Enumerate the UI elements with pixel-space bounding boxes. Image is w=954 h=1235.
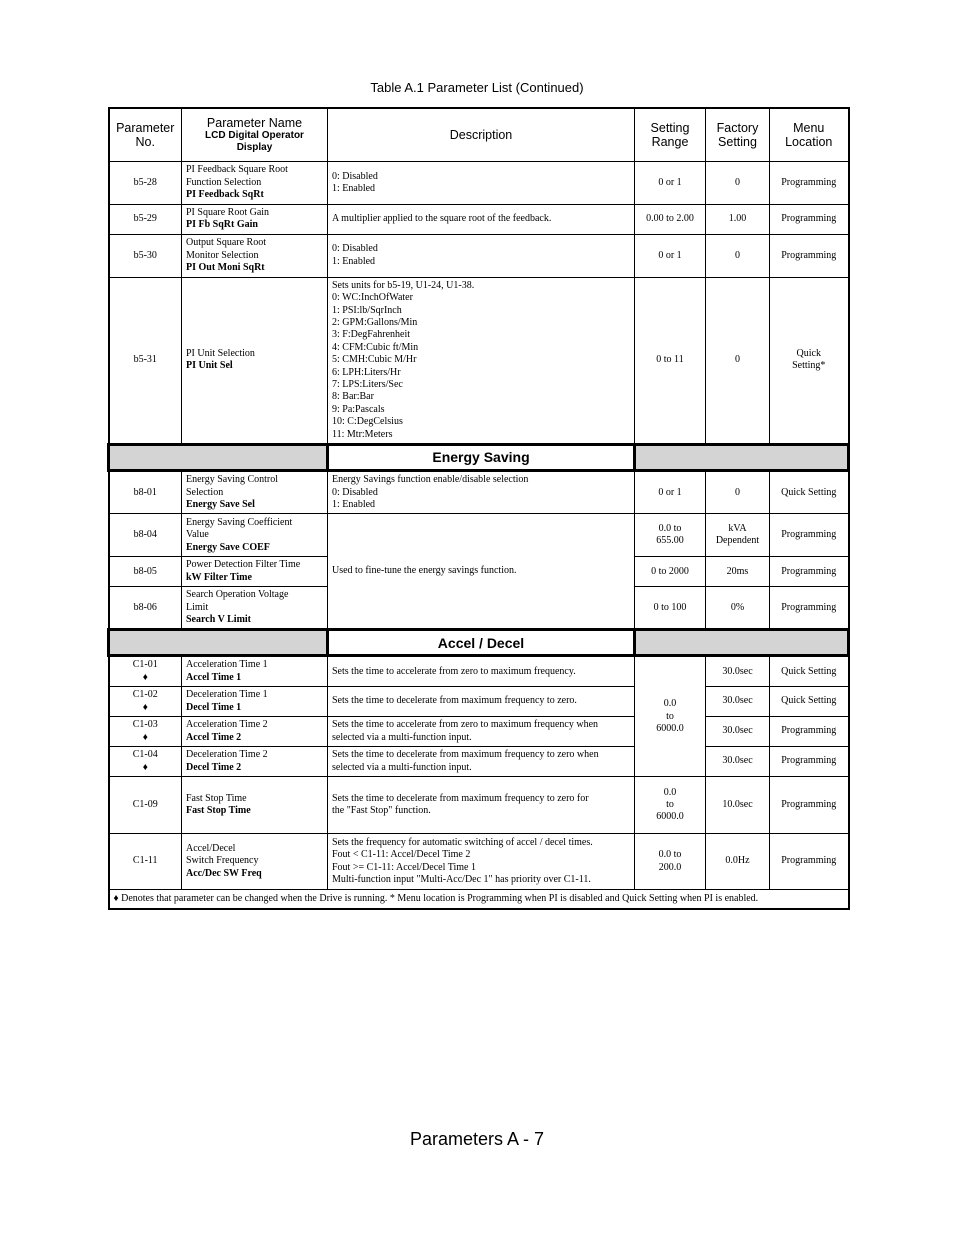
section-spacer bbox=[635, 445, 849, 471]
menu-location: Programming bbox=[770, 514, 849, 557]
param-name bbox=[182, 687, 328, 717]
factory-line: kVA bbox=[728, 522, 747, 534]
menu-location: Quick Setting bbox=[770, 656, 849, 687]
param-name-line: Energy Saving Coefficient bbox=[186, 516, 293, 528]
param-name bbox=[182, 656, 328, 687]
factory-setting: 1.00 bbox=[706, 205, 770, 235]
param-display: PI Unit Sel bbox=[186, 360, 233, 372]
factory-setting: 0 bbox=[706, 162, 770, 205]
desc-line: 5: CMH:Cubic M/Hr bbox=[332, 354, 417, 366]
param-display: Decel Time 1 bbox=[186, 701, 242, 713]
param-no-text: C1-04 bbox=[132, 749, 158, 761]
setting-range-shared bbox=[635, 656, 706, 777]
header-param-name bbox=[182, 108, 328, 162]
menu-location: Programming bbox=[770, 234, 849, 277]
param-description: A multiplier applied to the square root of the feedback. bbox=[328, 205, 635, 235]
desc-line: Sets the time to accelerate from zero to maximum frequency when bbox=[332, 719, 599, 731]
setting-range: 0.00 to 2.00 bbox=[635, 205, 706, 235]
table-row bbox=[109, 687, 849, 717]
header-setting-range: Setting Range bbox=[635, 108, 706, 162]
param-no: b5-30 bbox=[109, 234, 182, 277]
desc-line: Energy Savings function enable/disable selection bbox=[332, 474, 529, 486]
desc-line: the "Fast Stop" function. bbox=[332, 805, 431, 817]
desc-line: selected via a multi-function input. bbox=[332, 731, 472, 743]
menu-line: Setting* bbox=[792, 360, 826, 372]
section-title-energy-saving: Energy Saving bbox=[328, 445, 635, 471]
param-name-line: Switch Frequency bbox=[186, 855, 259, 867]
param-name-line: Output Square Root bbox=[186, 237, 266, 249]
param-display: Energy Save COEF bbox=[186, 541, 270, 553]
param-name bbox=[182, 162, 328, 205]
menu-line: Quick bbox=[796, 348, 821, 360]
run-change-diamond-icon: ♦ bbox=[142, 761, 148, 773]
desc-line: Sets the frequency for automatic switching of accel / decel times. bbox=[332, 836, 593, 848]
setting-range bbox=[635, 777, 706, 834]
table-row bbox=[109, 162, 849, 205]
param-no bbox=[109, 717, 182, 747]
desc-line: 11: Mtr:Meters bbox=[332, 428, 393, 440]
param-name bbox=[182, 277, 328, 444]
param-name bbox=[182, 587, 328, 630]
range-line: to bbox=[666, 710, 674, 722]
desc-line: 2: GPM:Gallons/Min bbox=[332, 317, 418, 329]
param-no: b5-28 bbox=[109, 162, 182, 205]
factory-setting: 0 bbox=[706, 471, 770, 514]
param-description-shared: Used to fine-tune the energy savings function. bbox=[328, 514, 635, 630]
factory-setting: 30.0sec bbox=[706, 747, 770, 777]
desc-line: 0: WC:InchOfWater bbox=[332, 292, 413, 304]
factory-setting: 30.0sec bbox=[706, 656, 770, 687]
menu-location: Programming bbox=[770, 747, 849, 777]
param-display: PI Out Moni SqRt bbox=[186, 262, 265, 274]
param-description: Sets the time to decelerate from maximum frequency to zero. bbox=[328, 687, 635, 717]
table-row bbox=[109, 656, 849, 687]
param-description bbox=[328, 747, 635, 777]
param-no bbox=[109, 747, 182, 777]
table-row bbox=[109, 205, 849, 235]
desc-line: 0: Disabled bbox=[332, 170, 378, 182]
desc-line: 1: PSI:lb/SqrInch bbox=[332, 304, 402, 316]
menu-location: Programming bbox=[770, 205, 849, 235]
factory-setting: 20ms bbox=[706, 557, 770, 587]
section-row-energy-saving bbox=[109, 445, 849, 471]
run-change-diamond-icon: ♦ bbox=[142, 701, 148, 713]
param-description bbox=[328, 834, 635, 890]
table-caption: Table A.1 Parameter List (Continued) bbox=[370, 80, 584, 95]
param-name bbox=[182, 234, 328, 277]
param-name bbox=[182, 205, 328, 235]
param-name-line: Acceleration Time 2 bbox=[186, 719, 268, 731]
table-row bbox=[109, 777, 849, 834]
param-name-line: Deceleration Time 2 bbox=[186, 749, 268, 761]
header-param-no: Parameter No. bbox=[109, 108, 182, 162]
menu-location: Programming bbox=[770, 777, 849, 834]
param-name-line: PI Unit Selection bbox=[186, 348, 255, 360]
menu-location: Programming bbox=[770, 587, 849, 630]
section-spacer bbox=[109, 630, 328, 656]
param-description: Sets the time to accelerate from zero to maximum frequency. bbox=[328, 656, 635, 687]
range-line: 0.0 bbox=[663, 698, 677, 710]
param-no bbox=[109, 656, 182, 687]
desc-line: Sets units for b5-19, U1-24, U1-38. bbox=[332, 279, 475, 291]
table-row bbox=[109, 277, 849, 444]
header-param-name-sub: LCD Digital Operator Display bbox=[205, 130, 304, 153]
desc-line: Sets the time to decelerate from maximum frequency to zero when bbox=[332, 749, 599, 761]
param-name-line: Function Selection bbox=[186, 176, 262, 188]
table-row bbox=[109, 747, 849, 777]
factory-setting: 0 bbox=[706, 277, 770, 444]
desc-line: 7: LPS:Liters/Sec bbox=[332, 379, 403, 391]
page-footer: Parameters A - 7 bbox=[409, 1129, 545, 1149]
desc-line: 4: CFM:Cubic ft/Min bbox=[332, 341, 419, 353]
factory-setting: 0 bbox=[706, 234, 770, 277]
parameter-table bbox=[107, 107, 850, 910]
desc-line: 10: C:DegCelsius bbox=[332, 416, 403, 428]
param-no: b5-29 bbox=[109, 205, 182, 235]
table-row bbox=[109, 834, 849, 890]
footnote-row bbox=[109, 890, 849, 910]
param-no: b5-31 bbox=[109, 277, 182, 444]
menu-location: Programming bbox=[770, 834, 849, 890]
setting-range: 0 to 100 bbox=[635, 587, 706, 630]
param-no: C1-09 bbox=[109, 777, 182, 834]
param-display: Fast Stop Time bbox=[186, 805, 251, 817]
desc-line: 9: Pa:Pascals bbox=[332, 403, 385, 415]
section-spacer bbox=[635, 630, 849, 656]
param-display: Acc/Dec SW Freq bbox=[186, 867, 262, 879]
header-param-name-label: Parameter Name bbox=[206, 116, 303, 130]
header-description: Description bbox=[328, 108, 635, 162]
desc-line: 0: Disabled bbox=[332, 243, 378, 255]
param-name bbox=[182, 557, 328, 587]
param-name-line: Limit bbox=[186, 601, 209, 613]
param-no: b8-01 bbox=[109, 471, 182, 514]
desc-line: 8: Bar:Bar bbox=[332, 391, 374, 403]
range-line: 6000.0 bbox=[656, 722, 684, 734]
desc-line: Fout >= C1-11: Accel/Decel Time 1 bbox=[332, 861, 476, 873]
desc-line: 1: Enabled bbox=[332, 498, 376, 510]
table-row bbox=[109, 234, 849, 277]
param-display: Accel Time 2 bbox=[186, 731, 242, 743]
desc-line: selected via a multi-function input. bbox=[332, 761, 472, 773]
param-name-line: Search Operation Voltage bbox=[186, 589, 289, 601]
factory-setting: 10.0sec bbox=[706, 777, 770, 834]
param-description bbox=[328, 277, 635, 444]
param-description bbox=[328, 717, 635, 747]
section-title-accel-decel: Accel / Decel bbox=[328, 630, 635, 656]
factory-setting: 30.0sec bbox=[706, 687, 770, 717]
param-display: Decel Time 2 bbox=[186, 761, 242, 773]
table-row bbox=[109, 514, 849, 557]
param-display: PI Feedback SqRt bbox=[186, 189, 264, 201]
menu-location: Programming bbox=[770, 162, 849, 205]
param-name-line: PI Feedback Square Root bbox=[186, 164, 288, 176]
factory-setting: 0% bbox=[706, 587, 770, 630]
desc-line: 1: Enabled bbox=[332, 255, 376, 267]
param-description bbox=[328, 234, 635, 277]
param-display: PI Fb SqRt Gain bbox=[186, 219, 258, 231]
param-name-line: Accel/Decel bbox=[186, 843, 236, 855]
factory-line: Dependent bbox=[715, 535, 760, 547]
param-no: b8-06 bbox=[109, 587, 182, 630]
setting-range bbox=[635, 514, 706, 557]
param-name bbox=[182, 747, 328, 777]
desc-line: 1: Enabled bbox=[332, 183, 376, 194]
desc-line: Sets the time to decelerate from maximum frequency to zero for bbox=[332, 792, 589, 804]
menu-location: Programming bbox=[770, 557, 849, 587]
setting-range: 0 to 2000 bbox=[635, 557, 706, 587]
param-no-text: C1-02 bbox=[132, 689, 158, 701]
table-row bbox=[109, 717, 849, 747]
param-no: b8-05 bbox=[109, 557, 182, 587]
param-name-line: Monitor Selection bbox=[186, 249, 259, 261]
range-line: 0.0 to bbox=[658, 849, 682, 861]
param-name bbox=[182, 514, 328, 557]
param-name-line: Value bbox=[186, 529, 209, 541]
param-description bbox=[328, 471, 635, 514]
range-line: 655.00 bbox=[656, 535, 684, 547]
param-no-text: C1-03 bbox=[132, 719, 158, 731]
range-line: to bbox=[666, 798, 674, 810]
setting-range: 0 to 11 bbox=[635, 277, 706, 444]
range-line: 0.0 to bbox=[658, 522, 682, 534]
param-display: Search V Limit bbox=[186, 613, 252, 625]
param-display: Energy Save Sel bbox=[186, 498, 255, 510]
section-spacer bbox=[109, 445, 328, 471]
param-name-line: Acceleration Time 1 bbox=[186, 659, 268, 671]
param-display: Accel Time 1 bbox=[186, 671, 242, 683]
param-name-line: Fast Stop Time bbox=[186, 792, 247, 804]
menu-location: Programming bbox=[770, 717, 849, 747]
menu-location: Quick Setting bbox=[770, 687, 849, 717]
range-line: 200.0 bbox=[658, 861, 682, 873]
param-name-line: Deceleration Time 1 bbox=[186, 689, 268, 701]
param-name bbox=[182, 717, 328, 747]
factory-setting: 30.0sec bbox=[706, 717, 770, 747]
run-change-diamond-icon: ♦ bbox=[142, 671, 148, 683]
header-row bbox=[109, 108, 849, 162]
param-no-text: C1-01 bbox=[132, 659, 158, 671]
menu-location bbox=[770, 277, 849, 444]
setting-range: 0 or 1 bbox=[635, 162, 706, 205]
header-factory-setting: Factory Setting bbox=[706, 108, 770, 162]
param-name bbox=[182, 834, 328, 890]
setting-range: 0 or 1 bbox=[635, 471, 706, 514]
desc-line: 6: LPH:Liters/Hr bbox=[332, 366, 401, 378]
param-name bbox=[182, 777, 328, 834]
desc-line: Fout < C1-11: Accel/Decel Time 2 bbox=[332, 849, 471, 861]
run-change-diamond-icon: ♦ bbox=[142, 731, 148, 743]
header-menu-location: Menu Location bbox=[770, 108, 849, 162]
param-name-line: Energy Saving Control bbox=[186, 474, 279, 486]
desc-line: 3: F:DegFahrenheit bbox=[332, 329, 411, 341]
param-display: kW Filter Time bbox=[186, 571, 252, 583]
menu-location: Quick Setting bbox=[770, 471, 849, 514]
param-name-line: PI Square Root Gain bbox=[186, 207, 270, 218]
footnote: ♦ Denotes that parameter can be changed when the Drive is running. * Menu location is Programming when PI is disabled and Quick Setting when PI is enabled. bbox=[109, 890, 849, 910]
param-description bbox=[328, 777, 635, 834]
param-name-line: Power Detection Filter Time bbox=[186, 559, 301, 571]
param-name bbox=[182, 471, 328, 514]
param-description bbox=[328, 162, 635, 205]
setting-range bbox=[635, 834, 706, 890]
desc-line: Multi-function input "Multi-Acc/Dec 1" has priority over C1-11. bbox=[332, 874, 591, 886]
factory-setting bbox=[706, 514, 770, 557]
range-line: 0.0 bbox=[663, 786, 677, 798]
section-row-accel-decel bbox=[109, 630, 849, 656]
param-no bbox=[109, 687, 182, 717]
desc-line: 0: Disabled bbox=[332, 486, 378, 498]
param-no: b8-04 bbox=[109, 514, 182, 557]
table-row bbox=[109, 471, 849, 514]
factory-setting: 0.0Hz bbox=[706, 834, 770, 890]
param-no: C1-11 bbox=[109, 834, 182, 890]
range-line: 6000.0 bbox=[656, 811, 684, 823]
setting-range: 0 or 1 bbox=[635, 234, 706, 277]
param-name-line: Selection bbox=[186, 486, 224, 498]
